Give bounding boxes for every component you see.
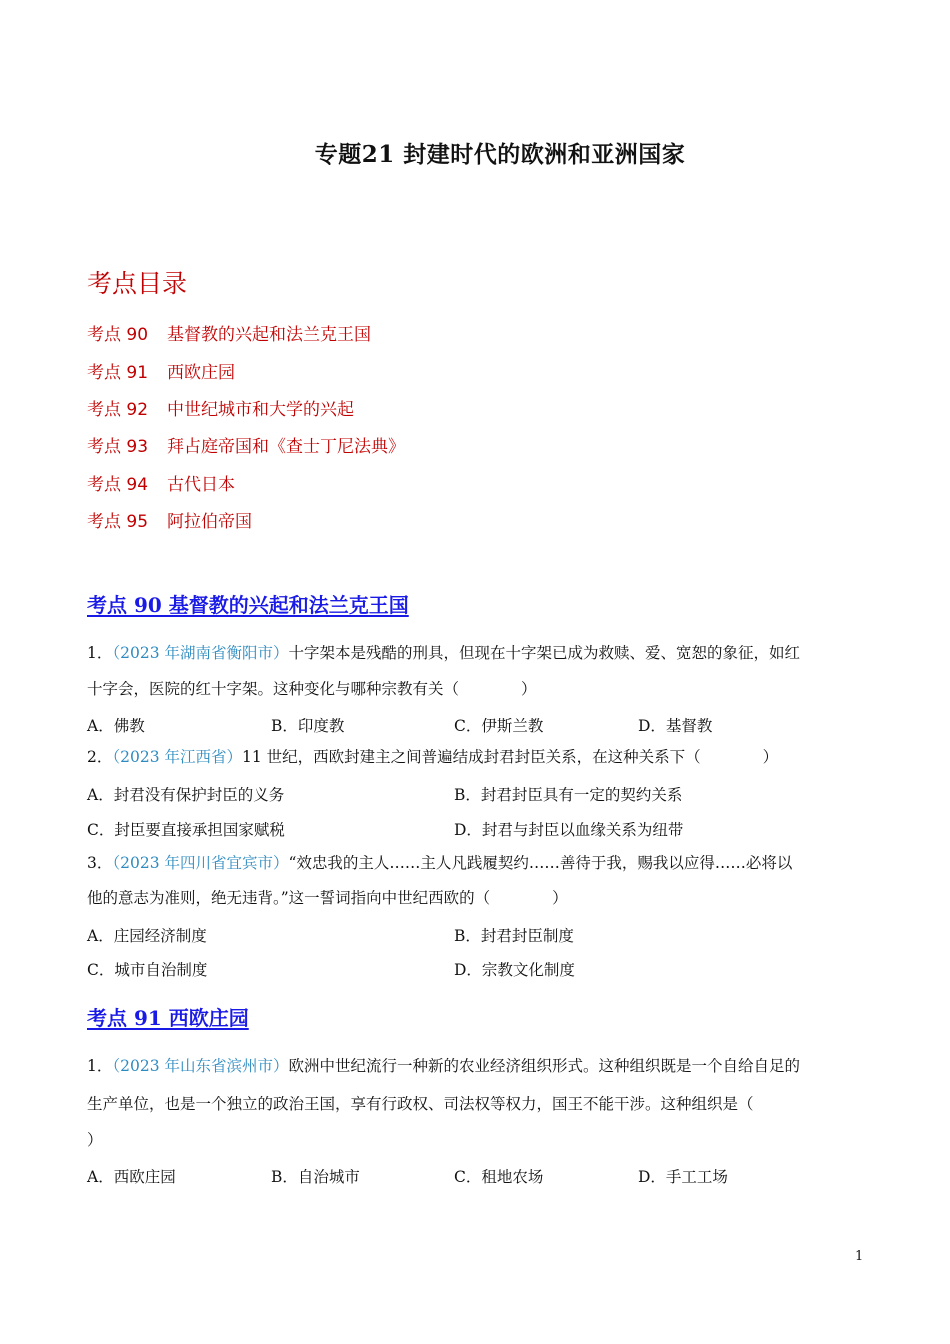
- option[interactable]: B．印度教: [271, 717, 345, 735]
- option[interactable]: C．伊斯兰教: [454, 717, 544, 735]
- toc-item-label: 西欧庄园: [167, 363, 235, 383]
- option[interactable]: B．自治城市: [271, 1168, 360, 1186]
- option[interactable]: B．封君封臣具有一定的契约关系: [454, 786, 683, 804]
- toc-item-code: 考点 92: [87, 400, 149, 420]
- toc-item[interactable]: [87, 358, 235, 383]
- option[interactable]: A．庄园经济制度: [87, 927, 207, 945]
- question-line: ）: [87, 1131, 103, 1149]
- question-line: 十字会，医院的红十字架。这种变化与哪种宗教有关（ ）: [87, 680, 537, 698]
- option[interactable]: C．封臣要直接承担国家赋税: [87, 821, 285, 839]
- option[interactable]: D．宗教文化制度: [454, 961, 575, 979]
- section-heading[interactable]: 考点 91 西欧庄园: [87, 1006, 249, 1030]
- toc-item-label: 基督教的兴起和法兰克王国: [167, 325, 371, 345]
- option[interactable]: C．租地农场: [454, 1168, 544, 1186]
- option[interactable]: D．封君与封臣以血缘关系为纽带: [454, 821, 684, 839]
- option[interactable]: B．封君封臣制度: [454, 927, 574, 945]
- question-source: （2023 年山东省滨州市）: [112, 1057, 289, 1075]
- question-source: （2023 年四川省宜宾市）: [112, 854, 289, 872]
- question-line: 1．（2023 年湖南省衡阳市）十字架本是残酷的刑具，但现在十字架已成为救赎、爱、宽恕的象征，如红: [87, 644, 801, 662]
- toc-item[interactable]: [87, 507, 252, 532]
- toc-item-code: 考点 93: [87, 437, 149, 457]
- toc-item-label: 中世纪城市和大学的兴起: [167, 400, 354, 420]
- toc-item-code: 考点 91: [87, 363, 149, 383]
- option[interactable]: A．封君没有保护封臣的义务: [87, 786, 285, 804]
- toc-item-label: 拜占庭帝国和《查士丁尼法典》: [167, 437, 405, 457]
- question-line: 他的意志为准则，绝无违背。”这一誓词指向中世纪西欧的（ ）: [87, 889, 568, 907]
- question-source: （2023 年江西省）: [112, 748, 242, 766]
- option[interactable]: D．手工工场: [638, 1168, 728, 1186]
- toc-item[interactable]: [87, 470, 235, 495]
- toc-item-code: 考点 94: [87, 475, 149, 495]
- option[interactable]: D．基督教: [638, 717, 713, 735]
- option[interactable]: A．西欧庄园: [87, 1168, 176, 1186]
- toc-item-code: 考点 95: [87, 512, 149, 532]
- toc-item[interactable]: [87, 395, 354, 420]
- question-line: 2．（2023 年江西省）11 世纪，西欧封建主之间普遍结成封君封臣关系，在这种关系下（ ）: [87, 748, 779, 766]
- toc-item-label: 阿拉伯帝国: [167, 512, 252, 532]
- question-line: 生产单位，也是一个独立的政治王国，享有行政权、司法权等权力，国王不能干涉。这种组织是（: [87, 1095, 754, 1113]
- question-line: 3．（2023 年四川省宜宾市）“效忠我的主人……主人凡践履契约……善待于我，赐我以应得……必将以: [87, 854, 793, 872]
- page-number: 1: [855, 1249, 864, 1264]
- document-title: 专题21 封建时代的欧洲和亚洲国家: [314, 141, 686, 168]
- question-source: （2023 年湖南省衡阳市）: [112, 644, 289, 662]
- toc-heading: 考点目录: [87, 269, 188, 298]
- toc-item-label: 古代日本: [167, 475, 235, 495]
- option[interactable]: A．佛教: [87, 717, 145, 735]
- toc-item-code: 考点 90: [87, 325, 149, 345]
- toc-item[interactable]: [87, 320, 371, 345]
- option[interactable]: C．城市自治制度: [87, 961, 208, 979]
- section-heading[interactable]: 考点 90 基督教的兴起和法兰克王国: [87, 593, 409, 617]
- toc-item[interactable]: [87, 432, 405, 457]
- question-line: 1．（2023 年山东省滨州市）欧洲中世纪流行一种新的农业经济组织形式。这种组织既是一个自给自足的: [87, 1057, 801, 1075]
